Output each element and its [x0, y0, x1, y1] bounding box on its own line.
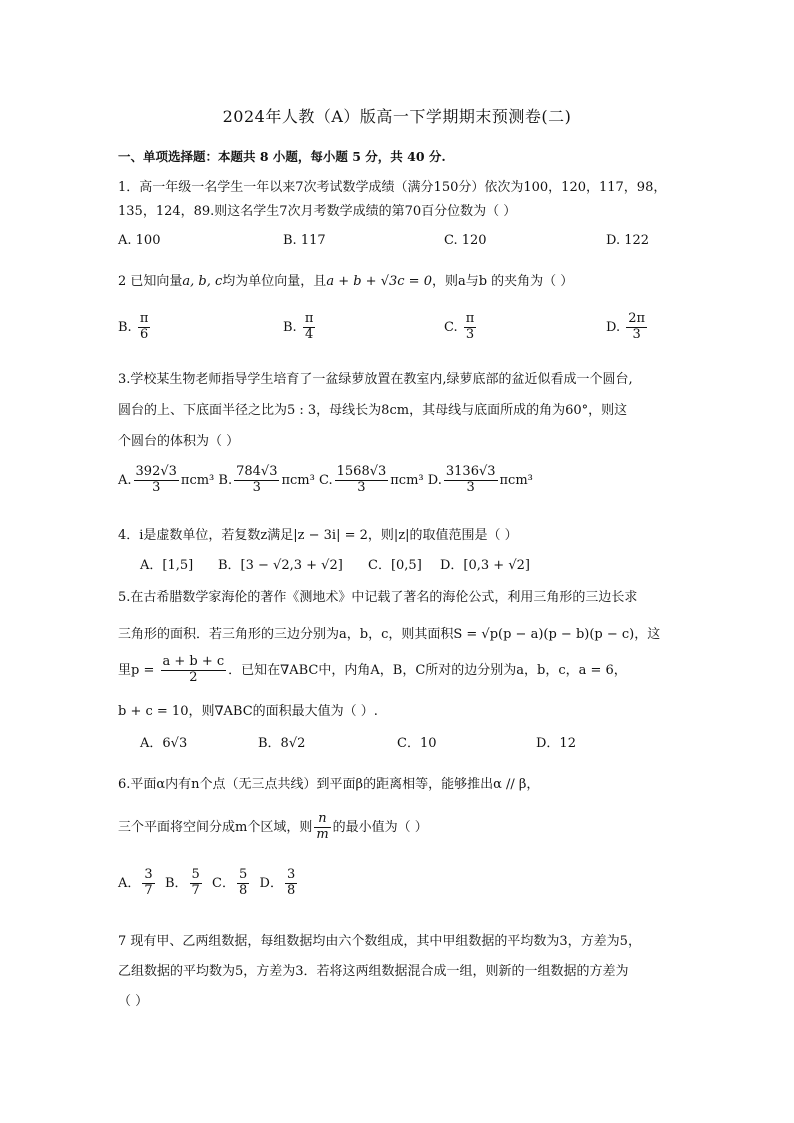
q2-option-3[interactable] — [444, 312, 478, 343]
numerator: 5 — [191, 867, 200, 882]
fraction — [237, 868, 249, 899]
q1-option-c[interactable]: C. 120 — [444, 233, 487, 248]
numerator: 2π — [628, 311, 646, 326]
q4-stem: 4．i是虚数单位，若复数z满足|z − 3i| = 2，则|z|的取值范围是（ ） — [118, 528, 518, 543]
q1-line2: 135，124，89.则这名学生7次月考数学成绩的第70百分位数为（ ） — [118, 204, 517, 219]
option-label: B. — [118, 319, 132, 335]
option-label: B. — [283, 319, 297, 335]
q2-middle: 均为单位向量，且 — [222, 274, 327, 289]
option-label: A． — [118, 875, 141, 891]
fraction — [138, 312, 151, 343]
numerator: 3 — [144, 867, 153, 882]
q3-line3: 个圆台的体积为（ ） — [118, 434, 240, 449]
option-label: A. — [118, 472, 132, 488]
numerator: 3136√3 — [445, 464, 496, 479]
q3-option-d[interactable] — [427, 464, 533, 495]
numerator: n — [314, 812, 330, 828]
q6-option-b[interactable] — [164, 867, 204, 898]
fraction — [285, 868, 297, 899]
q6-option-d[interactable] — [259, 867, 300, 898]
q2-vectors: a, b, c — [182, 274, 223, 289]
fraction — [626, 312, 647, 343]
denominator: 3 — [466, 479, 475, 495]
q6-line2 — [118, 812, 428, 843]
fraction — [190, 868, 202, 899]
denominator: 3 — [357, 479, 366, 495]
q7-line1: 7 现有甲、乙两组数据，每组数据均由六个数组成，其中甲组数据的平均数为3，方差为5， — [118, 934, 641, 949]
q6-option-a[interactable] — [118, 867, 157, 898]
page-title: 2024年人教（A）版高一下学期期末预测卷(二) — [222, 107, 572, 126]
fraction — [303, 312, 316, 343]
numerator: 5 — [239, 867, 248, 882]
q5-option-d[interactable]: D．12 — [536, 736, 576, 751]
denominator: 7 — [191, 882, 200, 898]
fraction — [234, 465, 279, 496]
option-label: C. — [444, 319, 458, 335]
denominator: 3 — [252, 479, 261, 495]
q2-equation: a + b + √3c = 0 — [326, 274, 432, 289]
q1-option-d[interactable]: D. 122 — [606, 233, 650, 248]
q6-line2-end: 的最小值为（ ） — [332, 819, 428, 835]
fraction — [161, 655, 227, 686]
fraction — [314, 812, 330, 843]
q3-option-c[interactable] — [319, 464, 424, 495]
numerator: π — [304, 311, 314, 326]
fraction — [134, 465, 179, 496]
numerator: 392√3 — [135, 464, 177, 479]
numerator: a + b + c — [162, 654, 225, 669]
denominator: 3 — [632, 326, 641, 342]
numerator: π — [139, 311, 149, 326]
q5-line3-end: ．已知在∇ABC中，内角A，B，C所对的边分别为a，b，c，a = 6， — [228, 662, 627, 678]
q5-option-a[interactable]: A．6√3 — [140, 736, 188, 751]
q4-option-d[interactable]: D．[0,3 + √2] — [440, 558, 530, 573]
denominator: 8 — [286, 882, 296, 898]
denominator: 4 — [304, 326, 314, 342]
option-label: D． — [259, 875, 283, 891]
q5-line3 — [118, 655, 627, 686]
denominator: 6 — [139, 326, 149, 342]
q3-option-a[interactable] — [118, 464, 215, 495]
unit: πcm³ — [390, 472, 424, 488]
q6-line2-start: 三个平面将空间分成m个区域，则 — [118, 819, 313, 835]
q5-line3-start: 里p = — [118, 662, 155, 678]
q5-line2: 三角形的面积．若三角形的三边分别为a，b，c，则其面积S = √p(p − a)(p − b)(p − c)，这 — [118, 627, 661, 642]
denominator: 2 — [189, 669, 198, 685]
q4-option-a[interactable]: A．[1,5] — [140, 558, 194, 573]
q2-prefix: 2 已知向量 — [118, 274, 183, 289]
q2-suffix: ，则a与b 的夹角为（ ） — [431, 274, 574, 289]
q5-option-c[interactable]: C．10 — [397, 736, 437, 751]
denominator: 3 — [152, 479, 161, 495]
section-heading: 一、单项选择题：本题共 8 小题，每小题 5 分，共 40 分. — [118, 149, 446, 164]
denominator: m — [316, 826, 329, 842]
q1-option-b[interactable]: B. 117 — [283, 233, 326, 248]
q4-option-b[interactable]: B．[3 − √2,3 + √2] — [218, 558, 343, 573]
numerator: 3 — [286, 867, 296, 882]
q5-line1: 5.在古希腊数学家海伦的著作《测地术》中记载了著名的海伦公式，利用三角形的三边长求 — [118, 590, 638, 605]
q4-option-c[interactable]: C．[0,5] — [368, 558, 422, 573]
numerator: 1568√3 — [336, 464, 387, 479]
q2-option-2[interactable] — [283, 312, 317, 343]
q7-line2: 乙组数据的平均数为5，方差为3．若将这两组数据混合成一组，则新的一组数据的方差为 — [118, 964, 629, 979]
q1-option-a[interactable]: A. 100 — [118, 233, 161, 248]
q3-option-b[interactable] — [218, 464, 315, 495]
option-label: D. — [606, 319, 621, 335]
q2-stem — [118, 270, 573, 289]
q5-option-b[interactable]: B．8√2 — [258, 736, 306, 751]
unit: πcm³ — [180, 472, 215, 488]
numerator: 784√3 — [236, 464, 278, 479]
fraction — [142, 868, 154, 899]
unit: πcm³ — [281, 472, 315, 488]
q2-option-1[interactable] — [118, 312, 152, 343]
q3-line2: 圆台的上、下底面半径之比为5 : 3，母线长为8cm，其母线与底面所成的角为60°，则这 — [118, 403, 628, 418]
numerator: π — [465, 311, 475, 326]
denominator: 7 — [144, 882, 153, 898]
q2-option-4[interactable] — [606, 312, 649, 343]
q6-line1: 6.平面α内有n个点（无三点共线）到平面β的距离相等，能够推出α // β， — [118, 777, 540, 792]
q6-option-c[interactable] — [212, 867, 251, 898]
q1-line1: 1．高一年级一名学生一年以来7次考试数学成绩（满分150分）依次为100，120，117，98， — [118, 180, 667, 195]
q3-options — [118, 465, 533, 496]
option-label: C． — [212, 875, 235, 891]
q6-options — [118, 868, 299, 899]
unit: πcm³ — [499, 472, 533, 488]
denominator: 3 — [465, 326, 475, 342]
fraction — [464, 312, 477, 343]
option-label: D. — [427, 472, 442, 488]
option-label: C. — [319, 472, 333, 488]
fraction — [335, 465, 389, 496]
q5-line4: b + c = 10，则∇ABC的面积最大值为（ ）. — [118, 704, 378, 719]
q3-line1: 3.学校某生物老师指导学生培育了一盆绿萝放置在教室内,绿萝底部的盆近似看成一个圆台, — [118, 372, 633, 387]
q7-line3: （ ） — [118, 994, 149, 1009]
denominator: 8 — [239, 882, 248, 898]
option-label: B. — [218, 472, 233, 488]
option-label: B． — [164, 875, 188, 891]
fraction — [444, 465, 498, 496]
